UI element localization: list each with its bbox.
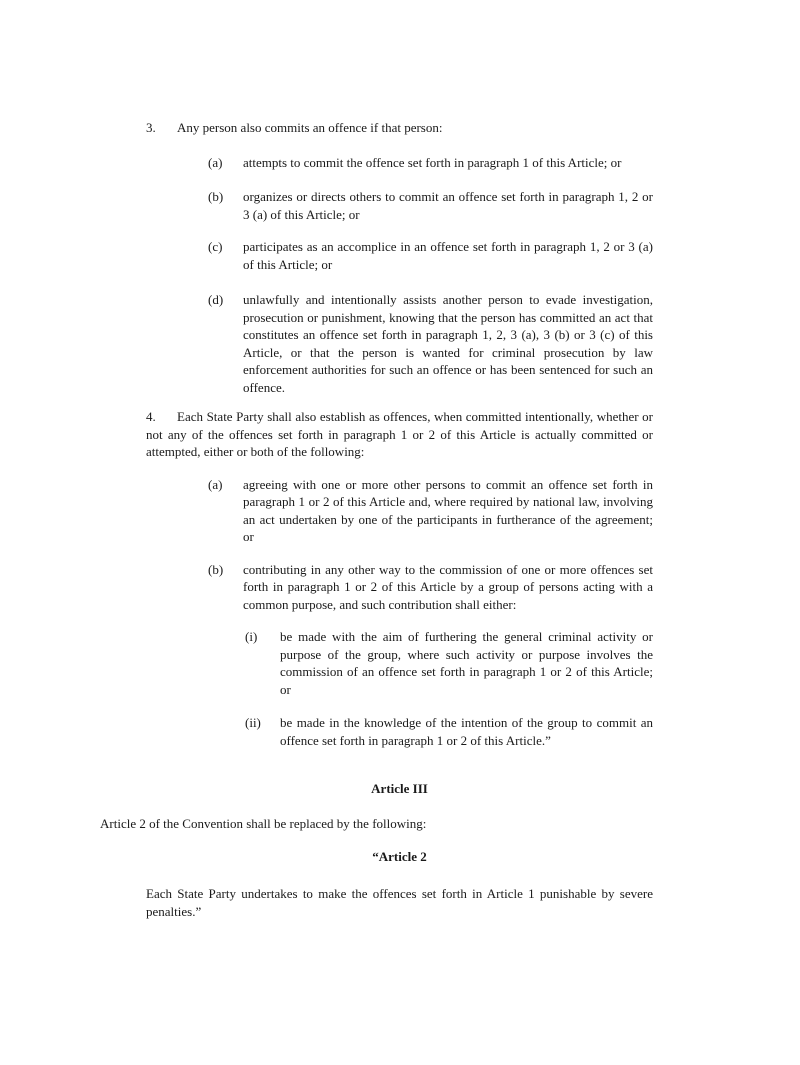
paragraph-3 [146,119,653,137]
article-iii-intro: Article 2 of the Convention shall be replaced by the following: [100,816,427,831]
item-3d-text: unlawfully and intentionally assists another person to evade investigation, prosecution or punishment, knowing that the person has committed an act that constitutes an offence set forth in paragraph 1, 2, 3 (a), 3 (b) or 3 (c) of this Article, or that the person is wanted for criminal prosecution by law enforcement authorities for such an offence or has been sentenced for such an offence. [243,292,653,395]
subitem-4b-ii-text: be made in the knowledge of the intention of the group to commit an offence set forth in paragraph 1 or 2 of this Article.” [280,715,653,748]
item-4a [208,476,653,546]
article-2-heading: “Article 2 [372,849,427,864]
subitem-4b-i [245,628,653,698]
paragraph-4 [146,408,653,461]
item-4a-marker: (a) [208,476,223,492]
item-3b-marker: (b) [208,189,224,204]
item-3c-marker: (c) [208,239,223,254]
item-3c-text: participates as an accomplice in an offence set forth in paragraph 1, 2 or 3 (a) of this Article; or [243,239,653,272]
paragraph-4-number: 4. [146,409,156,424]
subitem-4b-ii-marker: (ii) [245,715,261,730]
subitem-4b-i-marker: (i) [245,629,258,644]
article-2-text: Each State Party undertakes to make the offences set forth in Article 1 punishable by severe penalties.” [146,886,653,919]
article-iii-heading: Article III [371,781,428,796]
item-3b [208,188,653,223]
item-3a [208,154,653,172]
item-3b-text: organizes or directs others to commit an offence set forth in paragraph 1, 2 or 3 (a) of this Article; or [243,189,653,222]
item-3c [208,238,653,273]
subitem-4b-i-text: be made with the aim of furthering the general criminal activity or purpose of the group, where such activity or purpose involves the commission of an offence set forth in paragraph 1 or 2 of this Article; or [280,629,653,697]
paragraph-3-text: Any person also commits an offence if that person: [177,120,443,135]
item-4b [208,561,653,614]
item-3a-marker: (a) [208,154,223,170]
item-4a-text: agreeing with one or more other persons to commit an offence set forth in paragraph 1 or 2 of this Article and, where required by national law, involving an act undertaken by one of the participants in furtherance of the agreement; or [243,476,653,544]
item-3d-marker: (d) [208,292,224,307]
item-3a-text: attempts to commit the offence set forth in paragraph 1 of this Article; or [243,154,622,170]
item-4b-marker: (b) [208,561,224,577]
paragraph-4-text: Each State Party shall also establish as offences, when committed intentionally, whether or not any of the offences set forth in paragraph 1 or 2 of this Article is actually committed or attempted, either or both of the following: [146,409,653,459]
paragraph-3-number: 3. [146,120,156,135]
subitem-4b-ii [245,714,653,749]
item-3d [208,291,653,396]
item-4b-text: contributing in any other way to the commission of one or more offences set forth in paragraph 1 or 2 of this Article by a group of persons acting with a common purpose, and such contribution shall either: [243,561,653,612]
